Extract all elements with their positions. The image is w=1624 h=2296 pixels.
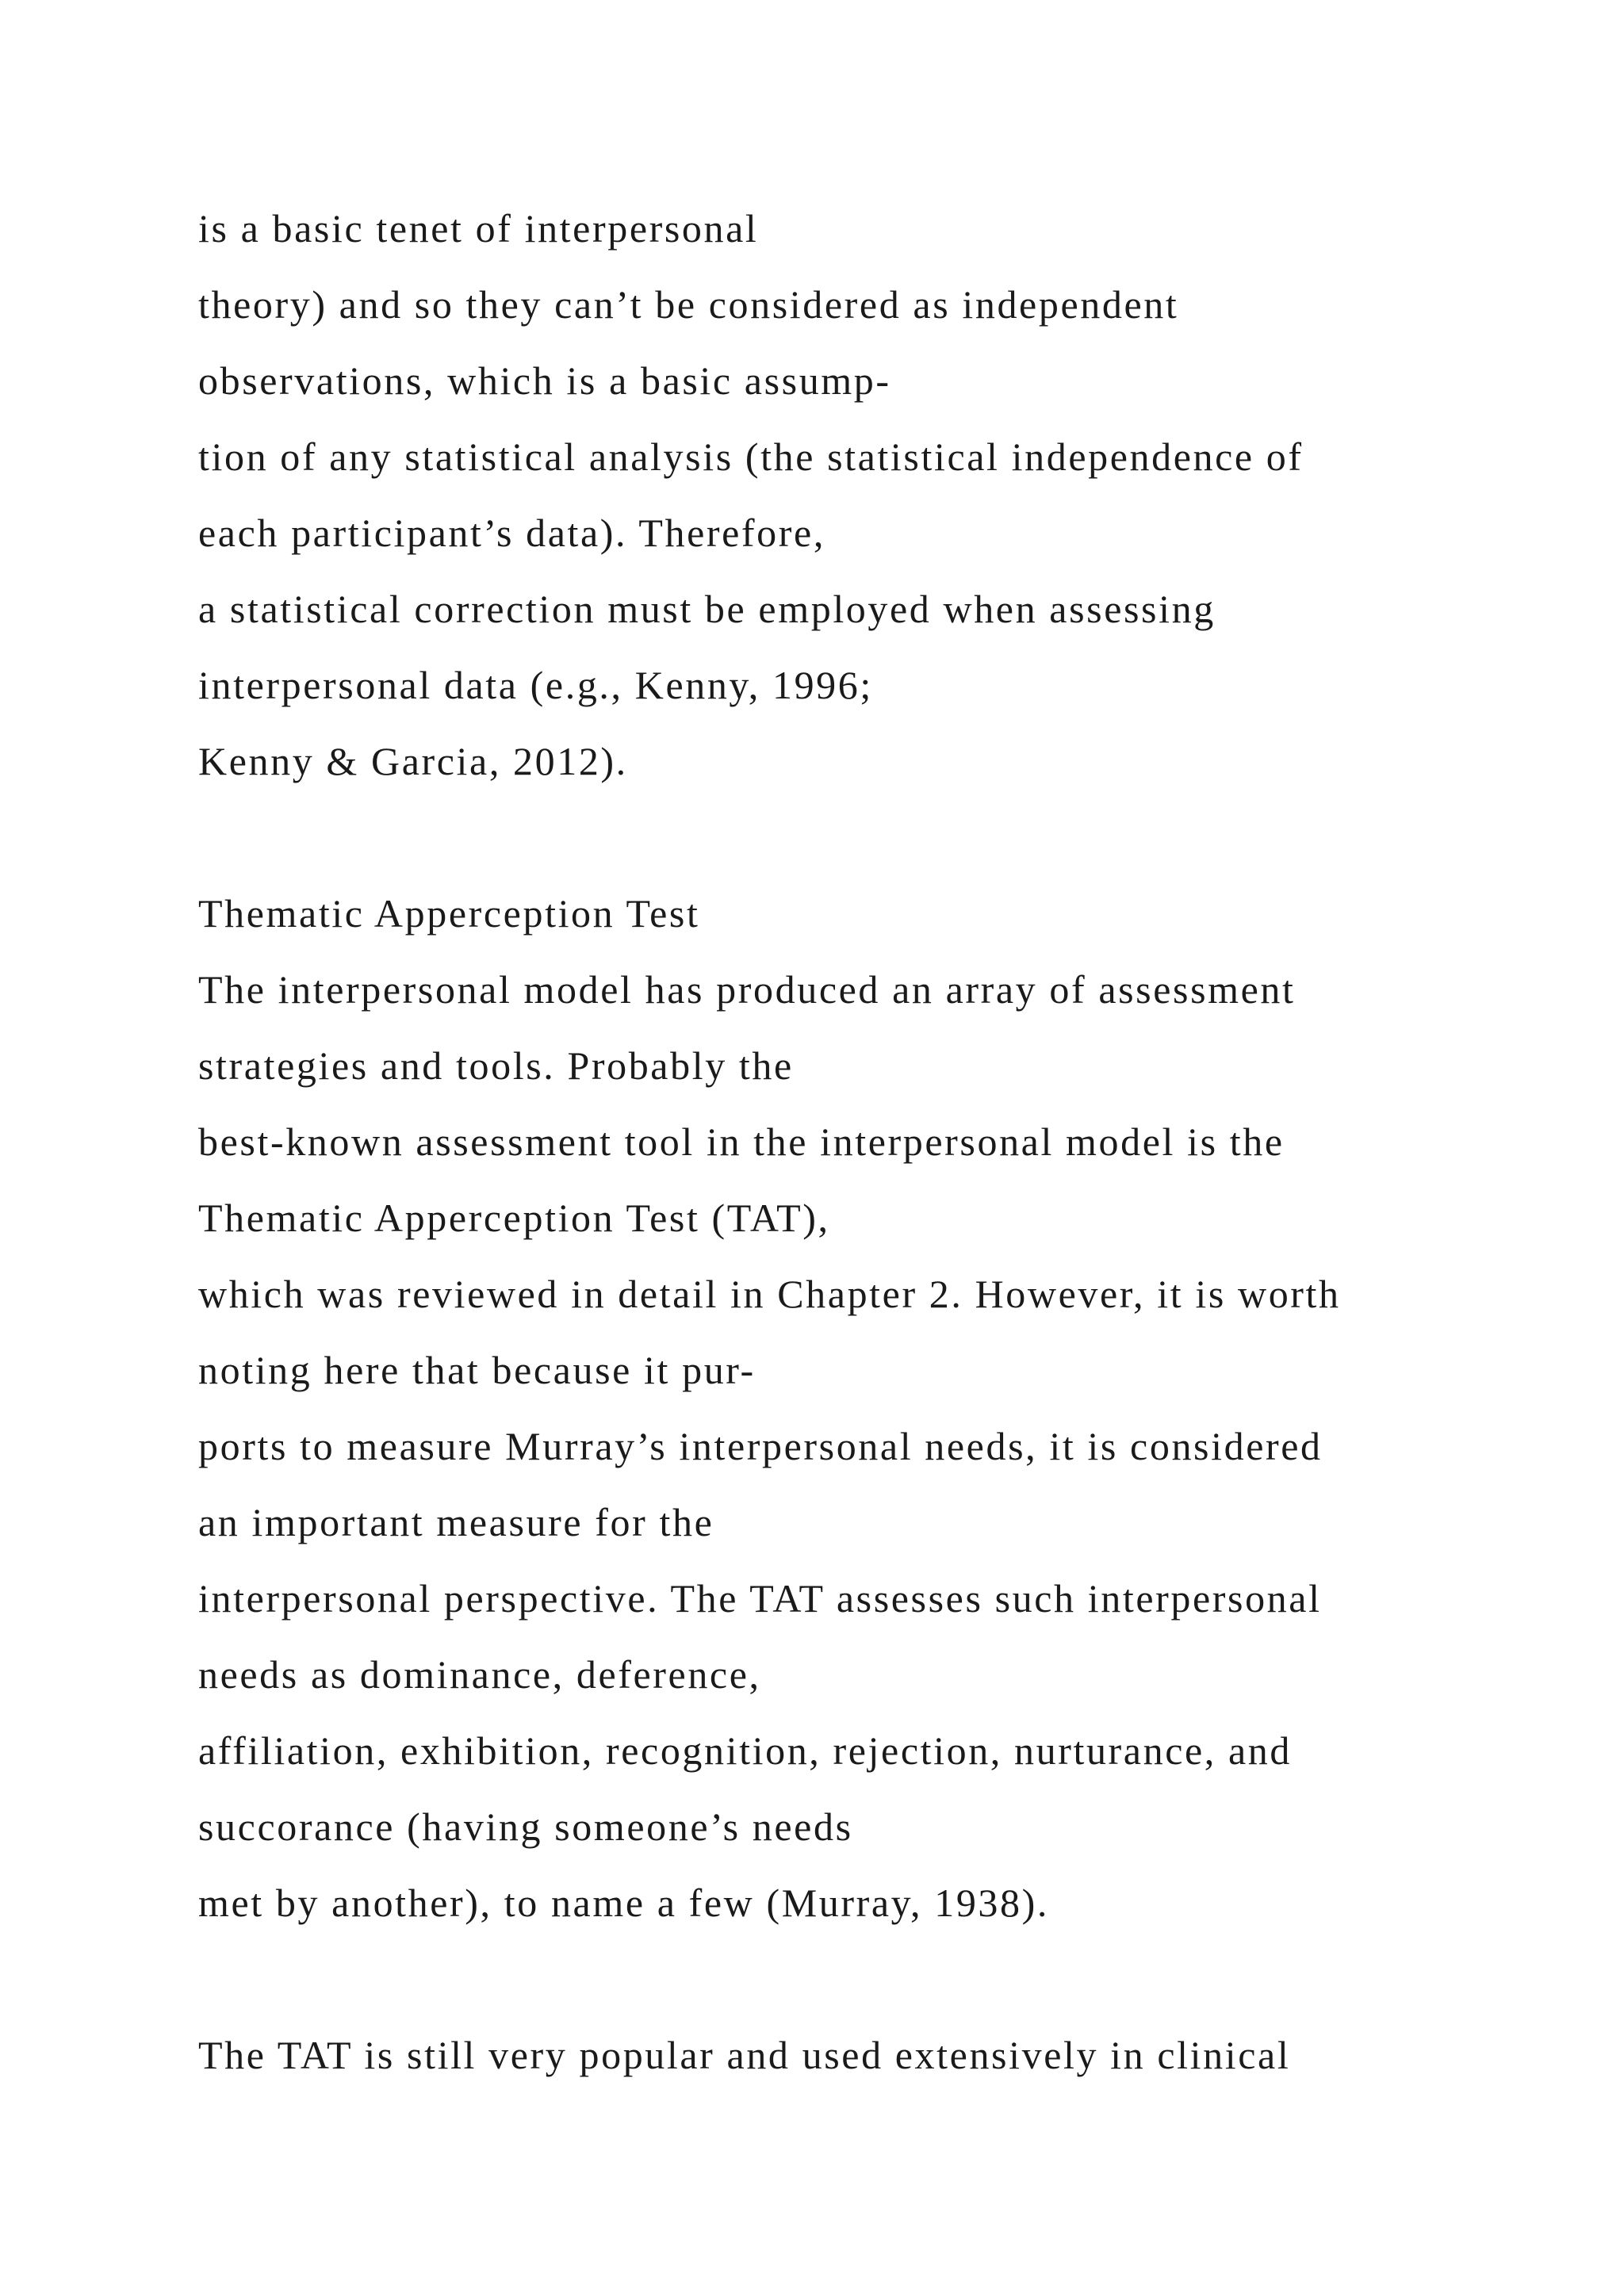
text-line: The TAT is still very popular and used extensively in clinical <box>198 2033 1291 2077</box>
text-line: a statistical correction must be employed when assessing <box>198 587 1216 631</box>
text-line: Thematic Apperception Test (TAT), <box>198 1196 830 1240</box>
text-line: theory) and so they can’t be considered as independent <box>198 282 1179 327</box>
text-line: observations, which is a basic assump- <box>198 358 891 403</box>
paragraph-gap <box>198 799 1546 875</box>
text-line: needs as dominance, deference, <box>198 1652 761 1697</box>
paragraph-gap <box>198 1941 1546 2017</box>
text-line: interpersonal data (e.g., Kenny, 1996; <box>198 663 873 707</box>
text-line: best-known assessment tool in the interpersonal model is the <box>198 1119 1285 1164</box>
text-line: tion of any statistical analysis (the statistical independence of <box>198 434 1304 479</box>
text-line: interpersonal perspective. The TAT assesses such interpersonal <box>198 1576 1322 1621</box>
text-line: which was reviewed in detail in Chapter 2. However, it is worth <box>198 1272 1341 1316</box>
text-line: noting here that because it pur- <box>198 1348 756 1392</box>
text-line: affiliation, exhibition, recognition, rejection, nurturance, and <box>198 1728 1292 1773</box>
text-line: succorance (having someone’s needs <box>198 1804 853 1849</box>
text-line: The interpersonal model has produced an array of assessment <box>198 967 1296 1012</box>
text-line: strategies and tools. Probably the <box>198 1043 794 1088</box>
text-line: Kenny & Garcia, 2012). <box>198 739 628 783</box>
text-line: each participant’s data). Therefore, <box>198 511 825 555</box>
text-line: met by another), to name a few (Murray, 1938). <box>198 1881 1049 1925</box>
text-line: ports to measure Murray’s interpersonal needs, it is considered <box>198 1424 1323 1468</box>
section-heading: Thematic Apperception Test <box>198 891 700 936</box>
body-text <box>198 190 1546 2093</box>
text-line: is a basic tenet of interpersonal <box>198 206 759 251</box>
text-line: an important measure for the <box>198 1500 714 1544</box>
